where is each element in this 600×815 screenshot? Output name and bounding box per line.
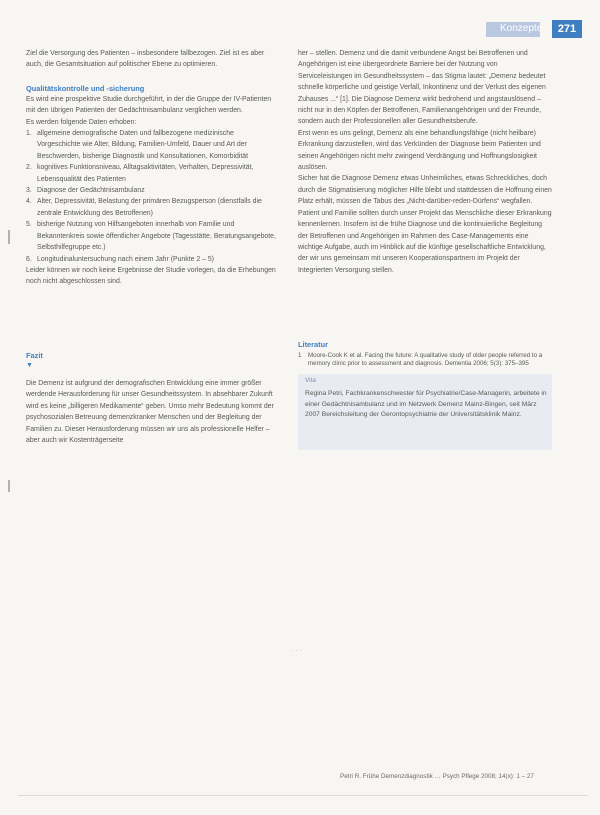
header-section-label: Konzepte [500, 23, 543, 34]
qk-paragraph-2: Es werden folgende Daten erhoben: [26, 118, 137, 126]
fazit-section [26, 350, 276, 453]
right-paragraph-2: Erst wenn es uns gelingt, Demenz als eine behandlungsfähige (nicht heilbare) Erkrankung darzustellen, wird das Verkünden der Diagnose beim Patienten und seinen Angehörigen nicht mehr zwingend Verdrängung und Hoffnungslosigkeit auslösen. [298, 129, 541, 172]
vita-text: Regina Petri, Fachkrankenschwester für Psychiatrie/Case-Managerin, arbeitete in einer Gedächtnisambulanz und im Netzwerk Demenz Mainz-Bingen, seit März 2007 Bereichsleitung der Gerontopsychiatrie der Universitätsklinik Mainz. [305, 390, 547, 418]
bottom-divider [18, 795, 588, 796]
triangle-marker-icon: ▼ [26, 362, 33, 369]
page-number: 271 [552, 20, 582, 38]
list-item: 3. Diagnose der Gedächtnisambulanz [26, 187, 145, 195]
vita-label: Vita [305, 377, 316, 384]
fazit-title: Fazit [26, 351, 43, 360]
right-paragraph-3: Sicher hat die Diagnose Demenz etwas Unheimliches, etwas Schreckliches, doch durch die Stigmatisierung möglicher Hilfe bleibt und stattdessen die Hoffnung einen Platz erhält, müssen die Tabus des „Nicht-darüber-reden-Dürfens“ wegfallen. Patient und Familie sollten durch unser Projekt das Menschliche dieser Erkrankung kennenlernen. Insofern ist die frühe Diagnose und die kontinuierliche Begleitung der Betroffenen und Angehörigen im Rahmen des Case-Managements eine wichtige Aufgabe, auch im Hinblick auf die künftige gesellschaftliche Entwicklung, der wir uns gemeinsam mit unseren Kooperationspartnern im Projekt der Integrierten Versorgung stellen. [298, 175, 552, 274]
intro-paragraph: Ziel die Versorgung des Patienten – insbesondere fallbezogen. Ziel ist es aber auch, die Gesamtsituation auf politischer Ebene zu optimieren. [26, 50, 265, 69]
center-mark: · · · [292, 648, 302, 654]
list-item: 5. bisherige Nutzung von Hilfsangeboten innerhalb von Familie und Bekanntenkreis sowie öffentlicher Angebote (Tagesstätte, Beratungsangebote, Selbsthilfegruppe etc.) [26, 221, 276, 252]
left-column [26, 48, 276, 288]
qk-paragraph-1: Es wird eine prospektive Studie durchgeführt, in der die Gruppe der IV-Patienten mit den übrigen Patienten der Gedächtnisambulanz verglichen werden. [26, 95, 272, 115]
right-paragraph-1: her – stellen. Demenz und die damit verbundene Angst bei Betroffenen und Angehörigen ist eine übergeordnete Barriere bei der Nutzung von Serviceleistungen im Gesundheitssystem – das Stigma lautet: „Demenz bedeutet schnelle körperliche und geistige Verfall, Inkontinenz und der Verlust des eigenen Zuhauses ...“ [1]. Die Diagnose Demenz wirkt bedrohend und angstauslösend – nicht nur in den Köpfen der Betroffenen, Familienangehörigen und der Freunde, sondern auch der Professionellen aller Gesundheitsberufe. [298, 50, 546, 126]
right-column [298, 48, 553, 276]
qk-paragraph-3: Leider können wir noch keine Ergebnisse der Studie vorlegen, da die Erhebungen noch nicht abgeschlossen sind. [26, 266, 276, 286]
list-item: 4. Alter, Depressivität, Belastung der primären Bezugsperson (dienstfalls die zentrale Entwicklung des Betroffenen) [26, 198, 262, 217]
list-item: 2. kognitives Funktionsniveau, Alltagsaktivitäten, Verhalten, Depressivität, Lebensqualität des Patienten [26, 164, 254, 183]
footer-citation: Petri R. Frühe Demenzdiagnostik … Psych Pflege 2008; 14(x): 1 – 27 [340, 773, 534, 780]
scan-edge-mark [8, 230, 10, 244]
data-list [26, 128, 276, 265]
scan-edge-mark [8, 480, 10, 492]
list-item: 1. allgemeine demografische Daten und fallbezogene medizinische Vorgeschichte wie Alter, Bildung, Familien-Umfeld, Dauer und Art der Beschwerden, bisherige Diagnostik und Konsultationen, Komorbidität [26, 130, 249, 160]
literature-section [298, 339, 553, 368]
list-item: 6. Longitudinaluntersuchung nach einem Jahr (Punkte 2 – 5) [26, 255, 214, 263]
literature-item: 1 Moore-Cook K et al. Facing the future: A qualitative study of older people referred to a memory clinic prior to assessment and diagnosis. Dementia 2006; 5(3): 375–395 [298, 352, 543, 367]
literature-title: Literatur [298, 340, 328, 349]
qk-section-title: Qualitätskontrolle und -sicherung [26, 83, 145, 93]
fazit-paragraph: Die Demenz ist aufgrund der demografischen Entwicklung eine immer größer werdende Herausforderung für unser Gesundheitssystem. In absehbarer Zukunft wird es keine „billigeren Medikamente“ geben. Umso mehr Bedeutung kommt der psychosozialen Betreuung demenzkranker Menschen und der Begleitung der Familien zu. Dieser Herausforderung müssen wir uns als professionelle Helfer – aber auch wir Kostenträgerseite [26, 379, 274, 444]
